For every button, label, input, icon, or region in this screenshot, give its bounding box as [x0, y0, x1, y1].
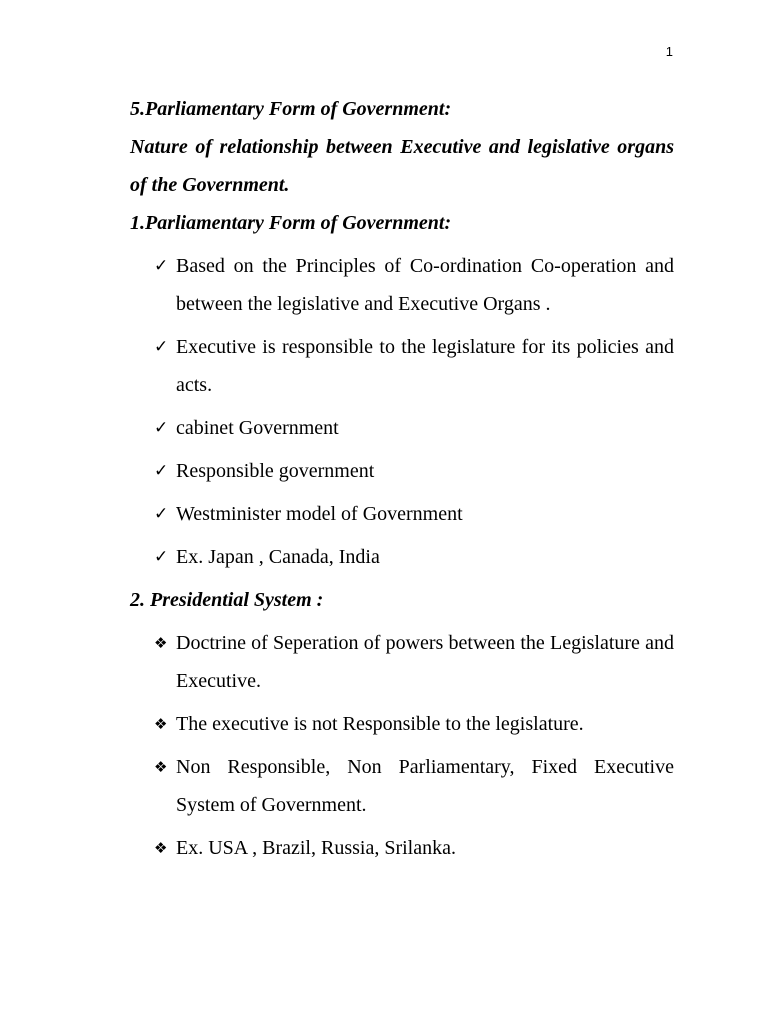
list-item-text: Westminister model of Government	[176, 503, 463, 525]
list-item	[130, 538, 674, 576]
heading-nature-of-relationship: Nature of relationship between Executive and legislative organs of the Government.	[130, 136, 674, 196]
heading-parliamentary-form-1: 1.Parliamentary Form of Government:	[130, 212, 452, 234]
list-item	[130, 495, 674, 533]
list-item-text: Ex. Japan , Canada, India	[176, 546, 380, 568]
check-mark-icon: ✓	[154, 418, 169, 438]
list-item	[130, 409, 674, 447]
diamond-bullet-icon: ❖	[154, 758, 168, 776]
check-mark-icon: ✓	[154, 337, 169, 357]
list-item	[130, 705, 674, 743]
list-item-text: Ex. USA , Brazil, Russia, Srilanka.	[176, 837, 456, 859]
heading-parliamentary-form: 5.Parliamentary Form of Government:	[130, 98, 452, 120]
list-item	[130, 829, 674, 867]
list-item-text: Non Responsible, Non Parliamentary, Fixed Executive System of Government.	[176, 756, 674, 816]
list-item	[130, 748, 674, 824]
list-item	[130, 624, 674, 700]
check-mark-icon: ✓	[154, 504, 169, 524]
list-item	[130, 247, 674, 323]
list-item-text: Based on the Principles of Co-ordination Co-operation and between the legislative and Executive Organs .	[176, 255, 674, 315]
presidential-features-list	[130, 624, 674, 867]
list-item-text: Doctrine of Seperation of powers between the Legislature and Executive.	[176, 632, 674, 692]
document-body	[130, 90, 674, 872]
list-item	[130, 452, 674, 490]
list-item-text: Executive is responsible to the legislature for its policies and acts.	[176, 336, 674, 396]
check-mark-icon: ✓	[154, 256, 169, 276]
heading-presidential-system: 2. Presidential System :	[130, 589, 324, 611]
check-mark-icon: ✓	[154, 461, 169, 481]
list-item-text: The executive is not Responsible to the legislature.	[176, 713, 584, 735]
diamond-bullet-icon: ❖	[154, 839, 168, 857]
list-item	[130, 328, 674, 404]
diamond-bullet-icon: ❖	[154, 715, 168, 733]
check-mark-icon: ✓	[154, 547, 169, 567]
parliamentary-features-list	[130, 247, 674, 576]
list-item-text: Responsible government	[176, 460, 375, 482]
page-number: 1	[665, 44, 673, 59]
list-item-text: cabinet Government	[176, 417, 339, 439]
diamond-bullet-icon: ❖	[154, 634, 168, 652]
